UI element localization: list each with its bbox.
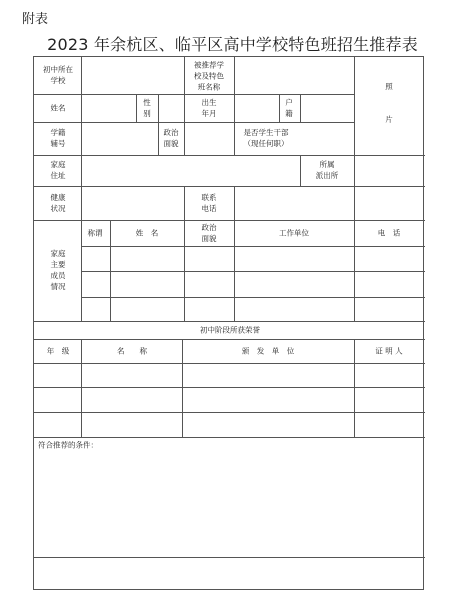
label-phone: 联系 电话 bbox=[201, 193, 217, 213]
header-member-work: 工作单位 bbox=[279, 228, 309, 238]
label-police: 所属 派出所 bbox=[315, 160, 339, 180]
label-family-members: 家庭 主要 成员 情况 bbox=[50, 249, 66, 291]
honor-row-1[interactable] bbox=[35, 364, 424, 387]
label-hukou: 户 籍 bbox=[285, 98, 293, 118]
birth-input[interactable] bbox=[235, 95, 279, 122]
appendix-label: 附表 bbox=[22, 12, 49, 27]
header-issuer: 颁 发 单 位 bbox=[241, 346, 295, 356]
label-politics: 政治 面貌 bbox=[163, 128, 179, 148]
header-relation: 称谓 bbox=[87, 228, 103, 238]
header-honor-title: 名 称 bbox=[117, 346, 147, 356]
label-health: 健康 状况 bbox=[50, 193, 66, 213]
label-name: 姓名 bbox=[50, 103, 66, 113]
name-input[interactable] bbox=[82, 95, 136, 122]
label-cadre: 是否学生干部 （现任何职） bbox=[243, 128, 289, 148]
label-xueji: 学籍 辅号 bbox=[50, 128, 66, 148]
header-member-name: 姓 名 bbox=[135, 228, 159, 238]
honors-section-title: 初中阶段所获荣誉 bbox=[200, 325, 260, 335]
form-title: 2023 年余杭区、临平区高中学校特色班招生推荐表 bbox=[47, 35, 418, 54]
col-line bbox=[136, 94, 137, 122]
header-grade: 年 级 bbox=[46, 346, 70, 356]
cadre-input[interactable] bbox=[300, 123, 354, 155]
label-conditions: 符合推荐的条件： bbox=[38, 440, 98, 450]
header-witness: 证 明 人 bbox=[375, 346, 403, 356]
col-line bbox=[184, 186, 185, 220]
honor-row-2[interactable] bbox=[35, 388, 424, 412]
label-photo: 照 片 bbox=[385, 82, 393, 124]
header-member-phone: 电 话 bbox=[377, 228, 401, 238]
row-line bbox=[34, 437, 425, 438]
school-input[interactable] bbox=[82, 58, 184, 94]
family-row-2[interactable] bbox=[82, 272, 424, 297]
hukou-input[interactable] bbox=[301, 95, 354, 122]
family-row-1[interactable] bbox=[82, 247, 424, 271]
label-address: 家庭 住址 bbox=[50, 160, 66, 180]
politics-input[interactable] bbox=[185, 123, 234, 155]
row-line bbox=[34, 339, 425, 340]
col-line bbox=[300, 155, 301, 186]
address-input[interactable] bbox=[82, 156, 300, 186]
label-birth: 出生 年月 bbox=[201, 98, 217, 118]
col-line bbox=[279, 94, 280, 122]
police-input[interactable] bbox=[355, 156, 424, 186]
row-line bbox=[34, 220, 425, 221]
phone-input[interactable] bbox=[235, 187, 424, 220]
header-member-politics: 政治 面貌 bbox=[201, 223, 217, 243]
honor-row-3[interactable] bbox=[35, 413, 424, 437]
col-line bbox=[184, 57, 185, 94]
class-name-input[interactable] bbox=[235, 58, 354, 94]
label-gender: 性 别 bbox=[143, 98, 151, 118]
health-input[interactable] bbox=[82, 187, 184, 220]
footer-blank-cell[interactable] bbox=[35, 558, 424, 590]
xueji-input[interactable] bbox=[82, 123, 158, 155]
row-line bbox=[34, 321, 425, 322]
family-row-3[interactable] bbox=[82, 298, 424, 321]
recommendation-form-table bbox=[33, 56, 424, 590]
label-class-name: 被推荐学 校及特色 班名称 bbox=[194, 60, 224, 92]
photo-area[interactable] bbox=[355, 58, 424, 155]
label-school: 初中所在 学校 bbox=[43, 65, 73, 85]
conditions-input[interactable] bbox=[35, 455, 424, 557]
gender-input[interactable] bbox=[159, 95, 184, 122]
